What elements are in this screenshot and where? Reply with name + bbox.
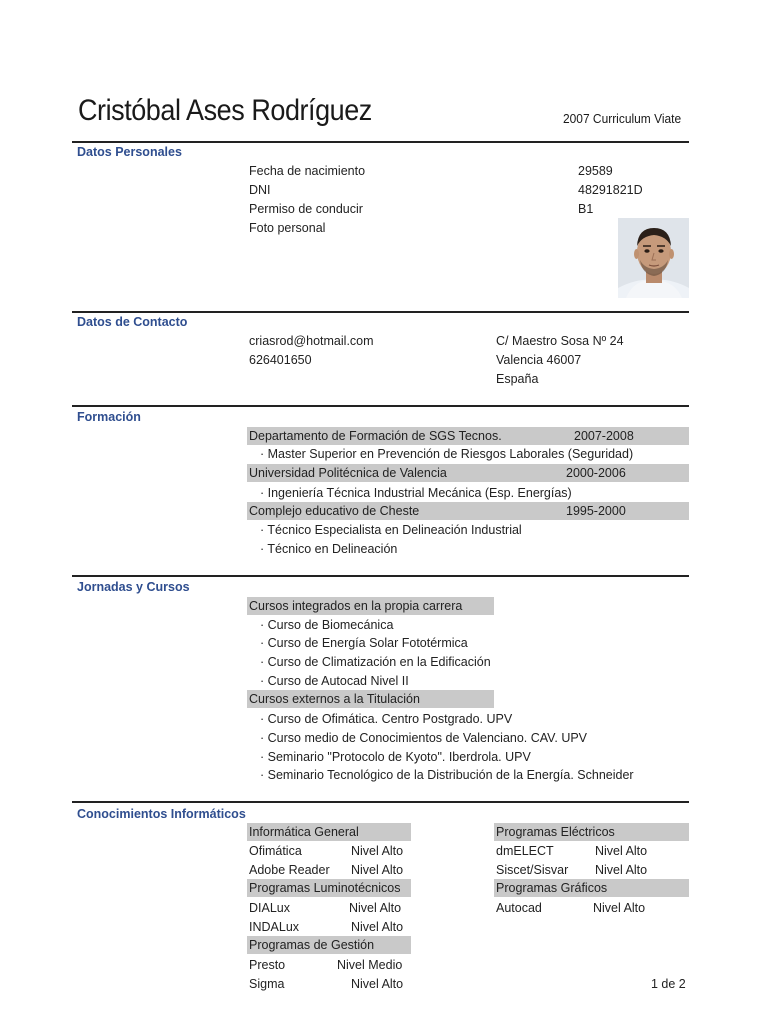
it-group-management: Programas de Gestión <box>249 938 375 952</box>
section-title-it: Conocimientos Informáticos <box>77 807 246 821</box>
address-line-1: C/ Maestro Sosa Nº 24 <box>496 334 624 348</box>
software-name: Sigma <box>249 977 285 991</box>
divider-personal <box>72 311 689 313</box>
candidate-name: Cristóbal Ases Rodríguez <box>78 94 372 127</box>
course-item: · Curso de Climatización en la Edificación <box>260 655 491 669</box>
birth-value: 29589 <box>578 164 613 178</box>
education-years-3: 1995-2000 <box>566 504 626 518</box>
software-level: Nivel Alto <box>595 863 648 877</box>
education-institution-2: Universidad Politécnica de Valencia <box>249 466 447 480</box>
education-item-3b: · Técnico en Delineación <box>260 542 398 556</box>
dni-label: DNI <box>249 183 271 197</box>
software-level: Nivel Alto <box>351 977 404 991</box>
divider-education <box>72 575 689 577</box>
address-line-3: España <box>496 372 539 386</box>
course-item: · Seminario Tecnológico de la Distribución de la Energía. Schneider <box>260 768 634 782</box>
divider-contact <box>72 405 689 407</box>
education-item-2: · Ingeniería Técnica Industrial Mecánica (Esp. Energías) <box>260 486 572 500</box>
photo-label: Foto personal <box>249 221 326 235</box>
education-item-1: · Master Superior en Prevención de Riesgos Laborales (Seguridad) <box>260 447 634 461</box>
contact-phone: 626401650 <box>249 353 312 367</box>
header-divider <box>72 141 689 143</box>
course-item: · Curso de Autocad Nivel II <box>260 674 409 688</box>
education-institution-1: Departamento de Formación de SGS Tecnos. <box>249 429 502 443</box>
education-institution-3: Complejo educativo de Cheste <box>249 504 420 518</box>
it-group-electrical: Programas Eléctricos <box>496 825 615 839</box>
license-label: Permiso de conducir <box>249 202 363 216</box>
software-name: Adobe Reader <box>249 863 330 877</box>
education-item-3a: · Técnico Especialista en Delineación Industrial <box>260 523 522 537</box>
license-value: B1 <box>578 202 594 216</box>
software-level: Nivel Alto <box>351 920 404 934</box>
page-number: 1 de 2 <box>651 977 686 991</box>
software-level: Nivel Alto <box>349 901 402 915</box>
address-line-2: Valencia 46007 <box>496 353 582 367</box>
software-level: Nivel Alto <box>593 901 646 915</box>
software-name: dmELECT <box>496 844 554 858</box>
dni-value: 48291821D <box>578 183 643 197</box>
course-item: · Curso de Energía Solar Fototérmica <box>260 636 468 650</box>
software-level: Nivel Alto <box>351 844 404 858</box>
education-years-1: 2007-2008 <box>574 429 634 443</box>
it-group-lighting: Programas Luminotécnicos <box>249 881 401 895</box>
software-name: Ofimática <box>249 844 302 858</box>
course-item: · Curso medio de Conocimientos de Valenciano. CAV. UPV <box>260 731 588 745</box>
software-level: Nivel Alto <box>351 863 404 877</box>
software-name: Siscet/Sisvar <box>496 863 569 877</box>
divider-courses <box>72 801 689 803</box>
course-item: · Curso de Ofimática. Centro Postgrado. UPV <box>260 712 513 726</box>
section-title-personal: Datos Personales <box>77 145 182 159</box>
it-group-graphics: Programas Gráficos <box>496 881 608 895</box>
education-years-2: 2000-2006 <box>566 466 626 480</box>
section-title-courses: Jornadas y Cursos <box>77 580 190 594</box>
software-name: Autocad <box>496 901 542 915</box>
birth-label: Fecha de nacimiento <box>249 164 366 178</box>
software-name: INDALux <box>249 920 300 934</box>
software-level: Nivel Alto <box>595 844 648 858</box>
course-item: · Seminario "Protocolo de Kyoto". Iberdrola. UPV <box>260 750 531 764</box>
software-level: Nivel Medio <box>337 958 403 972</box>
course-item: · Curso de Biomecánica <box>260 618 394 632</box>
software-name: DIALux <box>249 901 290 915</box>
courses-group-2: Cursos externos a la Titulación <box>249 692 420 706</box>
section-title-contact: Datos de Contacto <box>77 315 188 329</box>
courses-group-1: Cursos integrados en la propia carrera <box>249 599 463 613</box>
personal-photo <box>618 218 689 298</box>
document-label: 2007 Curriculum Viate <box>563 111 682 126</box>
software-name: Presto <box>249 958 286 972</box>
section-title-education: Formación <box>77 410 141 424</box>
contact-email: criasrod@hotmail.com <box>249 334 374 348</box>
it-group-general: Informática General <box>249 825 359 839</box>
